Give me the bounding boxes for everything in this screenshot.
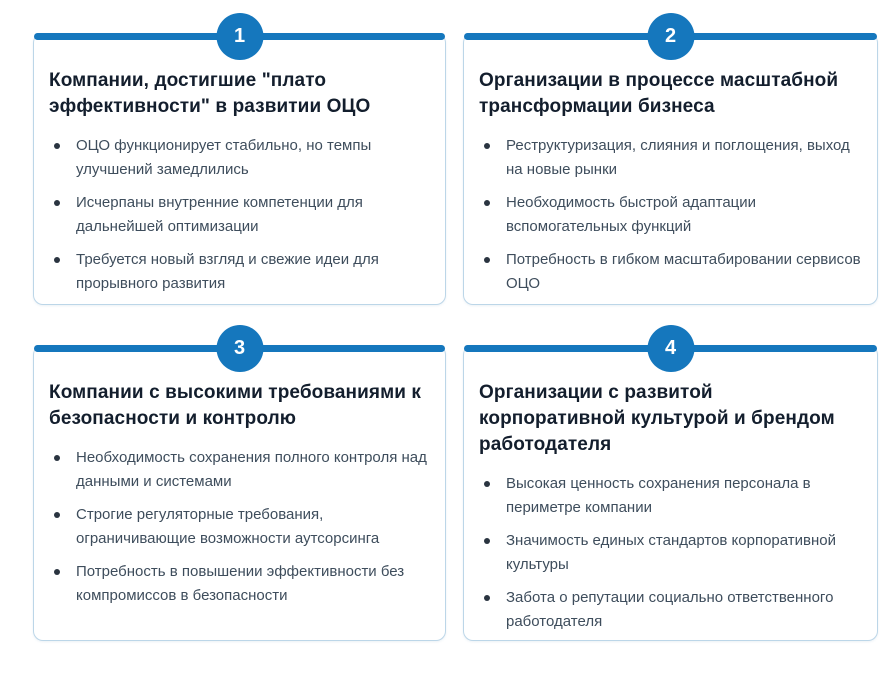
card-2-body (464, 33, 877, 296)
bullet-dot-icon (54, 569, 60, 575)
bullet-text: Необходимость быстрой адаптации вспомогательных функций (506, 194, 757, 235)
bullet-text: Высокая ценность сохранения персонала в периметре компании (506, 475, 811, 516)
card-1-number-badge (216, 13, 263, 60)
list-item (479, 529, 861, 577)
card-2-number: 2 (664, 25, 677, 47)
card-4-bullet-list (479, 472, 861, 634)
list-item (49, 446, 429, 494)
list-item (49, 248, 429, 296)
bullet-text: Реструктуризация, слияния и поглощения, выход на новые рынки (506, 137, 850, 178)
bullet-text: Забота о репутации социально ответственного работодателя (506, 589, 834, 630)
card-2 (463, 25, 878, 305)
list-item (49, 503, 429, 551)
card-4-body (464, 345, 877, 634)
bullet-dot-icon (54, 200, 60, 206)
bullet-dot-icon (484, 481, 490, 487)
bullet-text: Значимость единых стандартов корпоративной культуры (506, 532, 837, 573)
card-1-bullet-list (49, 134, 429, 296)
card-1-title: Компании, достигшие "плато эффективности" в развитии ОЦО (49, 70, 371, 117)
card-2-number-badge (647, 13, 694, 60)
bullet-dot-icon (484, 200, 490, 206)
bullet-dot-icon (484, 257, 490, 263)
bullet-dot-icon (484, 143, 490, 149)
list-item (479, 472, 861, 520)
bullet-dot-icon (54, 143, 60, 149)
card-3-number-badge (216, 325, 263, 372)
list-item (49, 191, 429, 239)
card-3-body (34, 345, 445, 608)
card-4 (463, 337, 878, 641)
card-1-number: 1 (233, 25, 246, 47)
card-3-bullet-list (49, 446, 429, 608)
bullet-text: Потребность в повышении эффективности без компромиссов в безопасности (76, 563, 405, 604)
card-3-title: Компании с высокими требованиями к безопасности и контролю (49, 382, 422, 429)
bullet-text: Необходимость сохранения полного контроля над данными и системами (76, 449, 427, 490)
bullet-dot-icon (54, 257, 60, 263)
card-2-bullet-list (479, 134, 861, 296)
list-item (479, 248, 861, 296)
card-4-number-badge (647, 325, 694, 372)
bullet-text: ОЦО функционирует стабильно, но темпы улучшений замедлились (76, 137, 372, 178)
list-item (479, 586, 861, 634)
card-1 (33, 25, 446, 305)
card-1-body (34, 33, 445, 296)
card-3-number: 3 (233, 337, 246, 359)
bullet-text: Требуется новый взгляд и свежие идеи для прорывного развития (76, 251, 379, 292)
card-2-title: Организации в процессе масштабной трансформации бизнеса (479, 70, 839, 117)
list-item (479, 191, 861, 239)
bullet-text: Потребность в гибком масштабировании сервисов ОЦО (506, 251, 861, 292)
bullet-text: Исчерпаны внутренние компетенции для дальнейшей оптимизации (76, 194, 363, 235)
list-item (479, 134, 861, 182)
card-3 (33, 337, 446, 641)
bullet-dot-icon (54, 455, 60, 461)
bullet-dot-icon (54, 512, 60, 518)
bullet-dot-icon (484, 595, 490, 601)
list-item (49, 134, 429, 182)
bullet-text: Строгие регуляторные требования, ограничивающие возможности аутсорсинга (76, 506, 380, 547)
card-4-number: 4 (664, 337, 677, 359)
card-4-title: Организации с развитой корпоративной культурой и брендом работодателя (479, 382, 835, 455)
list-item (49, 560, 429, 608)
bullet-dot-icon (484, 538, 490, 544)
